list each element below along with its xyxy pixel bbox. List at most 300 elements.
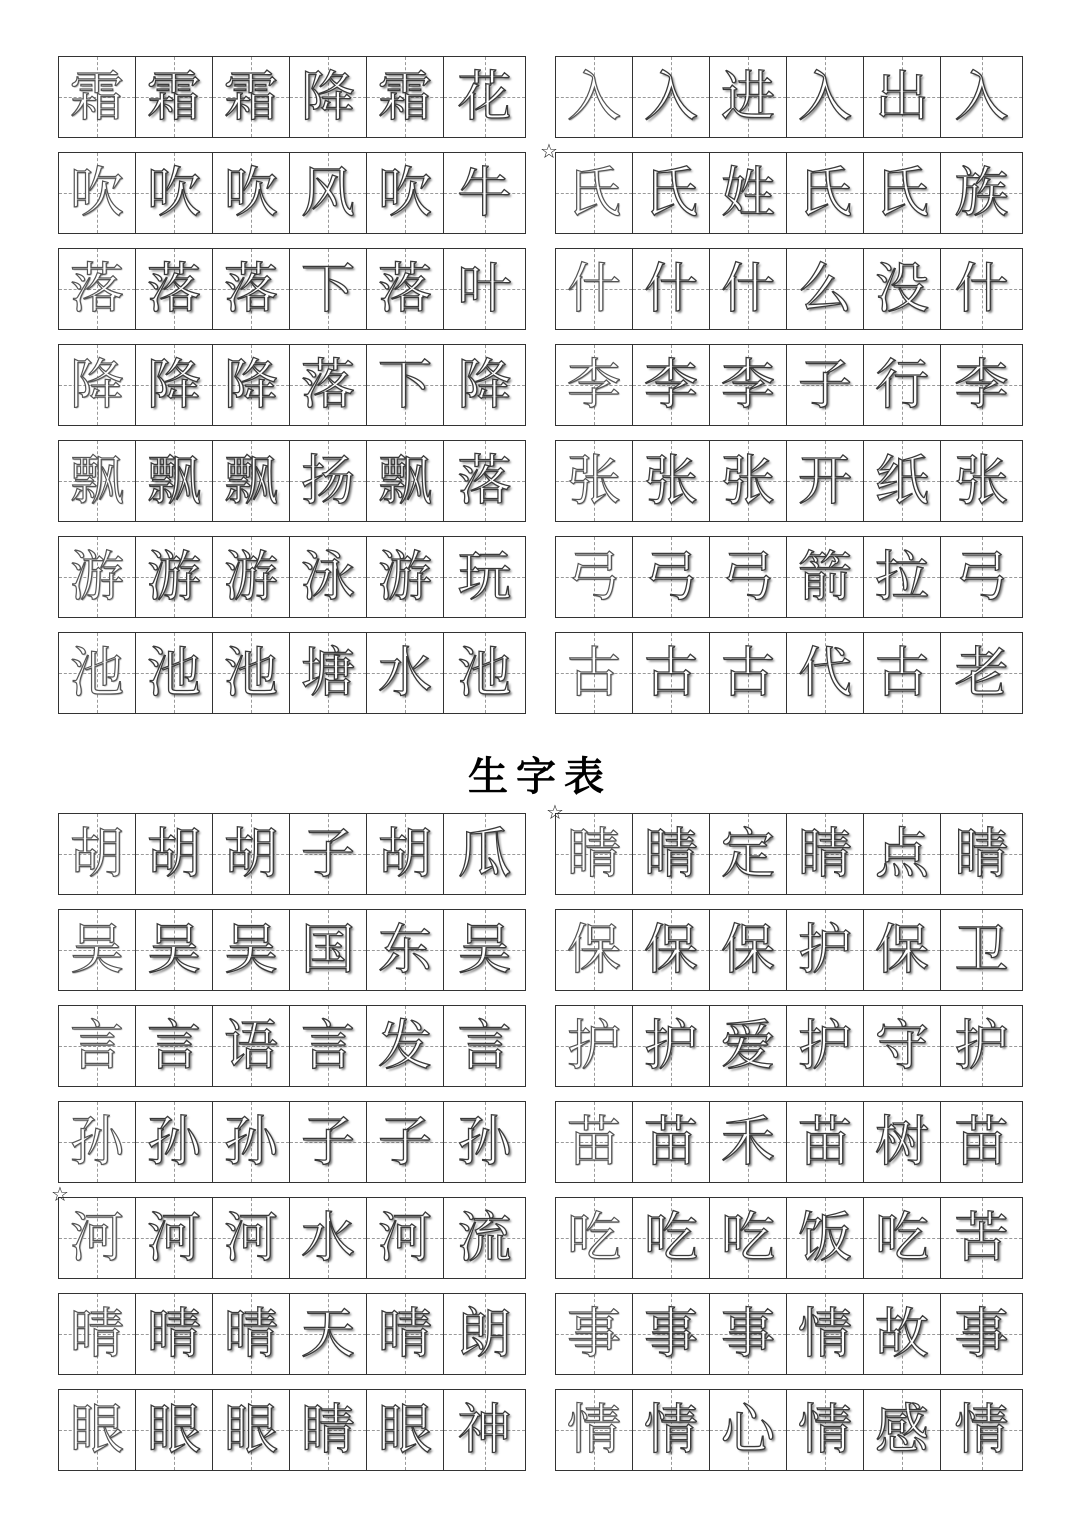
practice-cell: [59, 441, 136, 521]
practice-cell: [633, 153, 710, 233]
character-glyph: 护: [644, 1014, 698, 1077]
character-glyph: 张: [567, 449, 621, 512]
character-glyph: 水: [301, 1206, 355, 1269]
character-glyph: 睛: [301, 1398, 355, 1461]
character-glyph: 池: [70, 641, 124, 704]
character-glyph: 吃: [644, 1206, 698, 1269]
practice-cell: [556, 153, 633, 233]
practice-block-right: [555, 1293, 1023, 1375]
practice-cell: [941, 441, 1022, 521]
character-glyph: 箭: [798, 545, 852, 608]
character-glyph: 吹: [70, 161, 124, 224]
practice-cell: [864, 814, 941, 894]
practice-block-right: [555, 1101, 1023, 1183]
character-glyph: 言: [70, 1014, 124, 1077]
character-glyph: 树: [875, 1110, 929, 1173]
practice-cell: [787, 1006, 864, 1086]
character-glyph: 霜: [378, 65, 432, 128]
practice-cell: [290, 910, 367, 990]
practice-cell: [864, 1102, 941, 1182]
star-icon: ☆: [540, 139, 558, 163]
practice-block-right: [555, 813, 1023, 895]
practice-cell: [213, 345, 290, 425]
character-glyph: 吴: [147, 918, 201, 981]
practice-cell: [444, 537, 525, 617]
practice-cell: [864, 153, 941, 233]
practice-cell: [710, 1006, 787, 1086]
practice-cell: [367, 814, 444, 894]
character-glyph: 落: [378, 257, 432, 320]
practice-cell: [290, 441, 367, 521]
character-glyph: 吴: [224, 918, 278, 981]
character-glyph: 睛: [954, 822, 1009, 885]
practice-cell: [444, 345, 525, 425]
character-glyph: 吴: [457, 918, 512, 981]
character-glyph: 没: [875, 257, 929, 320]
practice-cell: [213, 910, 290, 990]
practice-cell: [59, 1390, 136, 1470]
character-glyph: 牛: [457, 161, 512, 224]
practice-cell: [367, 910, 444, 990]
character-glyph: 保: [875, 918, 929, 981]
practice-cell: [941, 1390, 1022, 1470]
practice-cell: [556, 441, 633, 521]
character-glyph: 飘: [378, 449, 432, 512]
practice-cell: [941, 249, 1022, 329]
practice-block-right: [555, 1005, 1023, 1087]
character-glyph: 苗: [954, 1110, 1009, 1173]
character-glyph: 孙: [147, 1110, 201, 1173]
character-glyph: 国: [301, 918, 355, 981]
practice-row: [0, 813, 1080, 895]
practice-cell: [710, 441, 787, 521]
practice-cell: [444, 814, 525, 894]
practice-cell: [136, 57, 213, 137]
star-icon: ☆: [51, 1182, 69, 1206]
character-glyph: 孙: [70, 1110, 124, 1173]
character-glyph: 守: [875, 1014, 929, 1077]
character-glyph: 言: [301, 1014, 355, 1077]
practice-cell: [290, 814, 367, 894]
character-glyph: 苗: [567, 1110, 621, 1173]
practice-cell: [136, 1390, 213, 1470]
practice-block-right: [555, 1389, 1023, 1471]
practice-cell: [633, 1390, 710, 1470]
character-glyph: 入: [567, 65, 621, 128]
character-glyph: 弓: [954, 545, 1009, 608]
practice-cell: [710, 814, 787, 894]
character-glyph: 吹: [378, 161, 432, 224]
character-glyph: 眼: [147, 1398, 201, 1461]
character-glyph: 眼: [70, 1398, 124, 1461]
practice-cell: [136, 633, 213, 713]
character-glyph: 池: [147, 641, 201, 704]
practice-cell: [556, 249, 633, 329]
practice-block-right: [555, 1197, 1023, 1279]
practice-cell: [633, 633, 710, 713]
character-glyph: 吃: [875, 1206, 929, 1269]
practice-cell: [633, 1294, 710, 1374]
practice-cell: [213, 1390, 290, 1470]
page-title: 生字表: [468, 753, 612, 800]
character-glyph: 游: [378, 545, 432, 608]
character-glyph: 霜: [70, 65, 124, 128]
practice-cell: [864, 1006, 941, 1086]
practice-cell: [864, 57, 941, 137]
character-glyph: 塘: [301, 641, 355, 704]
character-glyph: 晴: [224, 1302, 278, 1365]
practice-row: [0, 1197, 1080, 1279]
character-glyph: 感: [875, 1398, 929, 1461]
character-glyph: 定: [721, 822, 775, 885]
practice-cell: [136, 345, 213, 425]
character-glyph: 氏: [798, 161, 852, 224]
character-glyph: 事: [644, 1302, 698, 1365]
practice-cell: [59, 345, 136, 425]
character-glyph: 张: [954, 449, 1009, 512]
practice-row: [0, 632, 1080, 714]
character-glyph: 落: [147, 257, 201, 320]
character-glyph: 胡: [147, 822, 201, 885]
character-glyph: 氏: [875, 161, 929, 224]
character-glyph: 河: [224, 1206, 278, 1269]
practice-cell: [59, 910, 136, 990]
character-glyph: 张: [644, 449, 698, 512]
practice-row: [0, 1005, 1080, 1087]
character-glyph: 落: [457, 449, 512, 512]
practice-cell: [864, 1198, 941, 1278]
practice-cell: [710, 345, 787, 425]
character-glyph: 池: [457, 641, 512, 704]
character-glyph: 心: [721, 1398, 775, 1461]
character-glyph: 睛: [644, 822, 698, 885]
practice-cell: [864, 537, 941, 617]
character-glyph: 霜: [147, 65, 201, 128]
character-glyph: 古: [567, 641, 621, 704]
practice-cell: [136, 1198, 213, 1278]
practice-cell: [556, 910, 633, 990]
practice-cell: [290, 57, 367, 137]
practice-cell: [59, 153, 136, 233]
practice-block-left: [58, 632, 526, 714]
character-glyph: 饭: [798, 1206, 852, 1269]
practice-cell: [213, 1198, 290, 1278]
practice-cell: [290, 345, 367, 425]
practice-cell: [136, 537, 213, 617]
practice-cell: [213, 814, 290, 894]
character-glyph: 情: [798, 1302, 852, 1365]
character-glyph: 睛: [567, 822, 621, 885]
character-glyph: 飘: [70, 449, 124, 512]
practice-cell: [213, 57, 290, 137]
character-glyph: 孙: [457, 1110, 512, 1173]
star-icon: ☆: [546, 800, 564, 824]
practice-cell: [633, 1006, 710, 1086]
practice-cell: [444, 57, 525, 137]
practice-cell: [787, 1390, 864, 1470]
practice-row: [0, 344, 1080, 426]
character-glyph: 古: [721, 641, 775, 704]
practice-block-left: [58, 1293, 526, 1375]
practice-cell: [710, 249, 787, 329]
character-glyph: 入: [798, 65, 852, 128]
practice-cell: [367, 249, 444, 329]
practice-row: [0, 440, 1080, 522]
practice-cell: [710, 1294, 787, 1374]
practice-block-right: [555, 909, 1023, 991]
character-glyph: 行: [875, 353, 929, 416]
practice-cell: [864, 249, 941, 329]
practice-cell: [633, 910, 710, 990]
practice-cell: [556, 57, 633, 137]
practice-cell: [367, 153, 444, 233]
practice-block-right: [555, 632, 1023, 714]
character-glyph: 胡: [70, 822, 124, 885]
practice-cell: [710, 57, 787, 137]
practice-cell: [941, 633, 1022, 713]
character-glyph: 护: [567, 1014, 621, 1077]
practice-block-left: [58, 909, 526, 991]
practice-cell: [556, 633, 633, 713]
practice-cell: [444, 441, 525, 521]
practice-cell: [136, 249, 213, 329]
character-glyph: 落: [70, 257, 124, 320]
practice-block-left: [58, 1005, 526, 1087]
practice-cell: [710, 1102, 787, 1182]
practice-cell: [290, 1006, 367, 1086]
practice-cell: [213, 441, 290, 521]
character-glyph: 发: [378, 1014, 432, 1077]
character-glyph: 入: [954, 65, 1009, 128]
character-glyph: 弓: [644, 545, 698, 608]
character-glyph: 胡: [224, 822, 278, 885]
character-glyph: 落: [301, 353, 355, 416]
practice-row: [0, 152, 1080, 234]
character-glyph: 情: [567, 1398, 621, 1461]
character-glyph: 什: [644, 257, 698, 320]
character-glyph: 叶: [457, 257, 512, 320]
practice-cell: [136, 910, 213, 990]
practice-cell: [444, 1390, 525, 1470]
practice-cell: [367, 633, 444, 713]
practice-block-left: [58, 1101, 526, 1183]
practice-block-left: [58, 344, 526, 426]
practice-cell: [787, 633, 864, 713]
practice-cell: [59, 57, 136, 137]
practice-cell: [290, 1294, 367, 1374]
practice-cell: [367, 1198, 444, 1278]
character-glyph: 氏: [644, 161, 698, 224]
character-glyph: 言: [457, 1014, 512, 1077]
practice-cell: [290, 1198, 367, 1278]
practice-cell: [367, 1294, 444, 1374]
practice-cell: [290, 1102, 367, 1182]
practice-cell: [59, 1294, 136, 1374]
practice-cell: [59, 633, 136, 713]
character-glyph: 苗: [644, 1110, 698, 1173]
character-glyph: 花: [457, 65, 512, 128]
character-glyph: 流: [457, 1206, 512, 1269]
practice-cell: [787, 1198, 864, 1278]
character-glyph: 苦: [954, 1206, 1009, 1269]
character-glyph: 朗: [457, 1302, 512, 1365]
practice-cell: [136, 814, 213, 894]
character-glyph: 李: [567, 353, 621, 416]
character-glyph: 晴: [70, 1302, 124, 1365]
practice-cell: [136, 1006, 213, 1086]
practice-row: [0, 1101, 1080, 1183]
practice-cell: [213, 1006, 290, 1086]
practice-cell: [864, 633, 941, 713]
character-glyph: 吃: [567, 1206, 621, 1269]
character-glyph: 降: [224, 353, 278, 416]
practice-row: [0, 1293, 1080, 1375]
character-glyph: 飘: [224, 449, 278, 512]
character-glyph: 事: [721, 1302, 775, 1365]
practice-cell: [710, 1390, 787, 1470]
character-glyph: 河: [147, 1206, 201, 1269]
character-glyph: 纸: [875, 449, 929, 512]
practice-row: [0, 536, 1080, 618]
character-glyph: 河: [70, 1206, 124, 1269]
practice-block-left: [58, 152, 526, 234]
character-glyph: 晴: [147, 1302, 201, 1365]
practice-cell: [787, 910, 864, 990]
character-glyph: 扬: [301, 449, 355, 512]
practice-cell: [556, 814, 633, 894]
practice-cell: [787, 153, 864, 233]
practice-cell: [136, 153, 213, 233]
practice-cell: [864, 345, 941, 425]
practice-block-right: [555, 440, 1023, 522]
practice-cell: [213, 153, 290, 233]
practice-cell: [136, 441, 213, 521]
practice-cell: [941, 57, 1022, 137]
character-glyph: 子: [798, 353, 852, 416]
practice-row: [0, 1389, 1080, 1471]
practice-cell: [444, 153, 525, 233]
character-glyph: 吴: [70, 918, 124, 981]
character-glyph: 进: [721, 65, 775, 128]
practice-cell: [787, 814, 864, 894]
character-glyph: 子: [301, 1110, 355, 1173]
practice-cell: [367, 57, 444, 137]
practice-cell: [556, 1198, 633, 1278]
practice-block-right: [555, 152, 1023, 234]
practice-cell: [136, 1102, 213, 1182]
character-glyph: 胡: [378, 822, 432, 885]
practice-cell: [290, 537, 367, 617]
practice-row: [0, 909, 1080, 991]
practice-cell: [864, 1390, 941, 1470]
practice-cell: [633, 57, 710, 137]
character-glyph: 点: [875, 822, 929, 885]
practice-cell: [213, 1102, 290, 1182]
practice-cell: [787, 345, 864, 425]
practice-cell: [367, 537, 444, 617]
practice-cell: [864, 1294, 941, 1374]
practice-cell: [444, 910, 525, 990]
practice-cell: [444, 249, 525, 329]
practice-cell: [444, 1006, 525, 1086]
practice-cell: [59, 537, 136, 617]
character-glyph: 水: [378, 641, 432, 704]
character-glyph: 事: [567, 1302, 621, 1365]
practice-cell: [290, 153, 367, 233]
character-glyph: 语: [224, 1014, 278, 1077]
character-glyph: 游: [70, 545, 124, 608]
practice-cell: [367, 1006, 444, 1086]
practice-cell: [444, 1198, 525, 1278]
character-glyph: 霜: [224, 65, 278, 128]
practice-cell: [556, 1102, 633, 1182]
practice-cell: [941, 153, 1022, 233]
character-glyph: 神: [457, 1398, 512, 1461]
practice-cell: [367, 345, 444, 425]
character-glyph: 子: [301, 822, 355, 885]
practice-cell: [213, 633, 290, 713]
practice-cell: [213, 537, 290, 617]
character-glyph: 池: [224, 641, 278, 704]
character-glyph: 飘: [147, 449, 201, 512]
practice-row: [0, 56, 1080, 138]
practice-cell: [633, 441, 710, 521]
character-glyph: 降: [147, 353, 201, 416]
character-glyph: 降: [70, 353, 124, 416]
character-glyph: 族: [954, 161, 1009, 224]
character-glyph: 降: [457, 353, 512, 416]
practice-cell: [556, 1390, 633, 1470]
practice-cell: [941, 1102, 1022, 1182]
character-glyph: 代: [798, 641, 852, 704]
practice-cell: [367, 1390, 444, 1470]
practice-cell: [633, 1102, 710, 1182]
practice-cell: [444, 1294, 525, 1374]
character-glyph: 禾: [721, 1110, 775, 1173]
character-glyph: 护: [798, 1014, 852, 1077]
character-glyph: 泳: [301, 545, 355, 608]
character-glyph: 弓: [721, 545, 775, 608]
character-glyph: 什: [567, 257, 621, 320]
character-glyph: 入: [644, 65, 698, 128]
character-glyph: 什: [954, 257, 1009, 320]
practice-cell: [290, 1390, 367, 1470]
practice-cell: [213, 249, 290, 329]
practice-cell: [633, 249, 710, 329]
character-glyph: 李: [644, 353, 698, 416]
practice-block-right: [555, 344, 1023, 426]
character-glyph: 事: [954, 1302, 1009, 1365]
practice-cell: [367, 1102, 444, 1182]
character-glyph: 弓: [567, 545, 621, 608]
character-glyph: 开: [798, 449, 852, 512]
practice-cell: [710, 633, 787, 713]
practice-cell: [444, 1102, 525, 1182]
practice-cell: [787, 1102, 864, 1182]
character-glyph: 情: [644, 1398, 698, 1461]
practice-cell: [710, 910, 787, 990]
character-glyph: 下: [301, 257, 355, 320]
practice-cell: [941, 814, 1022, 894]
character-glyph: 风: [301, 161, 355, 224]
character-glyph: 天: [301, 1302, 355, 1365]
character-glyph: 下: [378, 353, 432, 416]
character-glyph: 游: [147, 545, 201, 608]
practice-cell: [941, 1294, 1022, 1374]
practice-block-left: [58, 56, 526, 138]
practice-cell: [941, 1006, 1022, 1086]
character-glyph: 出: [875, 65, 929, 128]
